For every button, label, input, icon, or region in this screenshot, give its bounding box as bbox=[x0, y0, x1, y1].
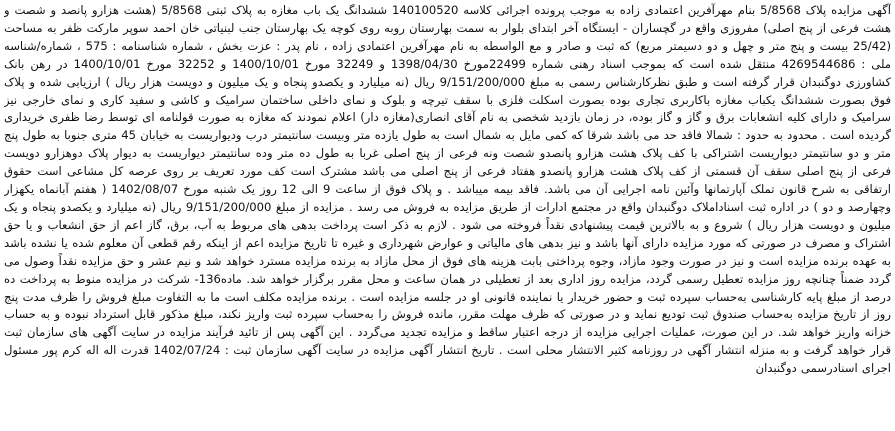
notice-body-text: آگهی مزایده پلاک 5/8568 بنام مهرآفرین اعتمادی زاده به موجب پرونده اجرائی کلاسه 140100520 ششدانگ یک باب مغازه به پلاک ثبتی 5/8568 (هشت هزارو پانصد و شصت و هشت فرعی از پنج اصلی) مفروزی واقع در گچساران - ایستگاه آخر ابتدای بلوار به سمت بهارستان روبه روی کوچه یک بهارستان جنب لبنیاتی خان احمد سوپر مارکت ظفر به مساحت (25/42 بیست و پنج متر و چهل و دو دسیمتر مربع) که ثبت و صادر و مع الواسطه به نام مهرآفرین اعتمادی زاده ، نام پدر : عزت بخش ، شماره شناسنامه : 575 ، شماره/شناسه ملی : 4269544686 منتقل شده است که بموجب اسناد رهنی شماره 22499مورخ 1398/04/30 و 32249 مورخ 1400/10/01 و 32252 مورخ 1400/10/01 در رهن بانک کشاورزی دوگنبدان قرار گرفته است و طبق نظرکارشناس رسمی به مبلغ 9/151/200/000 ریال (نه میلیارد و یکصدو پنجاه و یک میلیون و دویست هزار ریال ) ارزیابی شده و پلاک فوق بصورت ششدانگ یکباب مغازه باکاربری تجاری بوده بصورت اسکلت فلزی با سقف تیرچه و بلوک و نمای داخلی ساختمان سرامیک و کاشی و سفید کاری و نمای خارجی نیز سرامیک و دارای کلیه انشعابات برق و گاز و گاز بوده، در زمان بازدید شخصی به نام آقای انصاری(مغازه دار) اعلام نمودند که مغازه به صورت قولنامه ای توسط رضا ظفری خریداری گردیده است . محدود به حدود : شمالا فاقد حد می باشد شرقا که کمی مایل به شمال است به طول یازده متر وبیست سانتیمتر درب ودیواریست به خیابان 45 متری جنوبا به طول پنج متر و دو سانتیمتر دیواریست اشتراکی با کف پلاک هشت هزارو پانصدو شصت ونه فرعی از پنج اصلی غربا به طول ده متر وده سانتیمتر دیواریست به دیوار پلاک دوهزارو دویست فرعی از پنج اصلی سقف آن قسمتی از کف پلاک هشت هزارو پانصدو هفتاد فرعی از پنج اصلی می باشد مشترک است کف مورد تعریف بر روی عرصه کل مشاعی است حقوق ارتفاقی به شرح قانون تملک آپارتمانها وآئین نامه اجرایی آن می باشد. فاقد بیمه میباشد . و پلاک فوق از ساعت 9 الی 12 روز یک شنبه مورخ 1402/08/07 ( هفتم آبانماه یکهزار وچهارصد و دو ) در اداره ثبت اسناداملاک دوگنبدان واقع در مجتمع ادارات از طریق مزایده به فروش می رسد . مزایده از مبلغ 9/151/200/000 ریال (نه میلیارد و یکصدو پنجاه و یک میلیون و دویست هزار ریال ) شروع و به بالاترین قیمت پیشنهادی نقداً فروخته می شود . لازم به ذکر است پرداخت بدهی های مربوط به آب، برق، گاز اعم از حق انشعاب و یا حق اشتراک و مصرف در صورتی که مورد مزایده دارای آنها باشد و نیز بدهی های مالیاتی و عوارض شهرداری و غیره تا تاریخ مزایده اعم از اینکه رقم قطعی آن معلوم شده یا نشده باشد به عهده برنده مزایده است و نیز در صورت وجود مازاد، وجوه پرداختی بابت هزینه های فوق از محل مازاد به برنده مزایده مسترد خواهد شد و نیم عشر و حق مزایده نقداً وصول می گردد ضمناً چنانچه روز مزایده تعطیل رسمی گردد، مزایده روز اداری بعد از تعطیلی در همان ساعت و محل مقرر برگزار خواهد شد. ماده136- شرکت در مزایده منوط به پرداخت ده درصد از مبلغ پایه کارشناسی به‌حساب سپرده ثبت و حضور خریدار یا نماینده قانونی او در جلسه مزایده است . برنده مزایده مکلف است ما به التفاوت مبلغ فروش را ظرف مدت پنج روز از تاریخ مزایده به‌حساب صندوق ثبت تودیع نماید و در صورتی که ظرف مهلت مقرر، مانده فروش را به‌حساب سپرده ثبت واریز نکند، مبلغ مذکور قابل استرداد نبوده و به حساب خزانه واریز خواهد شد. در این صورت، عملیات اجرایی مزایده از درجه اعتبار ساقط و مزایده تجدید می‌گردد . این آگهی پس از تائید فرآیند مزایده در سایت آگهی های سازمان ثبت قرار خواهد گرفت و به منزله انتشار آگهی در روزنامه کثیر الانتشار محلی است . تاریخ انتشار آگهی مزایده در سایت آگهی سازمان ثبت : 1402/07/24 قدرت اله اله کرم پور مسئول اجرای اسنادرسمی دوگنبدان bbox=[4, 3, 891, 376]
auction-notice bbox=[4, 2, 891, 429]
